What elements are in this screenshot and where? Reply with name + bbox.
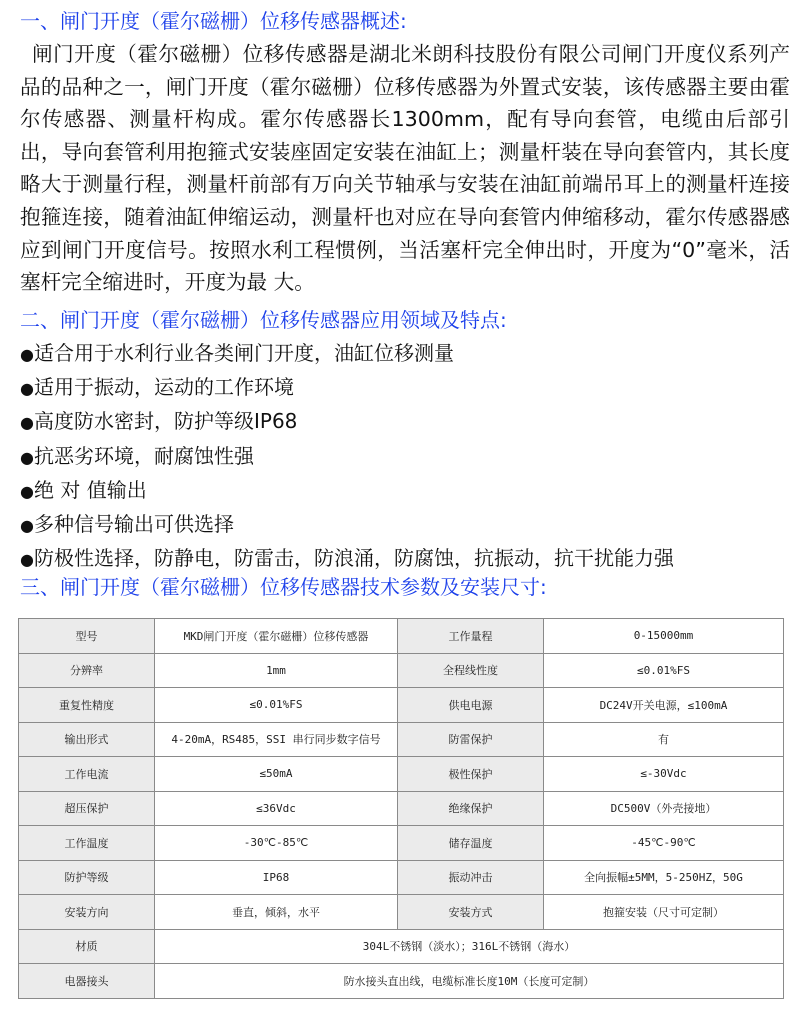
feature-list xyxy=(20,337,674,576)
spec-label: 安装方式 xyxy=(398,895,544,930)
bullet-icon: ● xyxy=(20,516,34,536)
spec-label: 电器接头 xyxy=(19,964,155,999)
spec-label: 安装方向 xyxy=(19,895,155,930)
spec-label: 全程线性度 xyxy=(398,653,544,688)
spec-value: 4-20mA，RS485，SSI 串行同步数字信号 xyxy=(155,722,398,757)
table-row xyxy=(19,964,784,999)
table-row xyxy=(19,688,784,723)
spec-value: 1mm xyxy=(155,653,398,688)
spec-value: 垂直，倾斜，水平 xyxy=(155,895,398,930)
spec-value: ≤0.01%FS xyxy=(155,688,398,723)
spec-table xyxy=(18,618,784,999)
spec-value: ≤50mA xyxy=(155,757,398,792)
spec-value: -45℃-90℃ xyxy=(544,826,784,861)
bullet-icon: ● xyxy=(20,447,34,467)
list-item: ●绝 对 值输出 xyxy=(20,474,674,508)
spec-label: 输出形式 xyxy=(19,722,155,757)
bullet-icon: ● xyxy=(20,413,34,433)
spec-value: ≤0.01%FS xyxy=(544,653,784,688)
list-item: ●适用于振动，运动的工作环境 xyxy=(20,371,674,405)
spec-label: 绝缘保护 xyxy=(398,791,544,826)
spec-value: ≤-30Vdc xyxy=(544,757,784,792)
spec-value: ≤36Vdc xyxy=(155,791,398,826)
spec-value: 全向振幅±5MM，5-250HZ，50G xyxy=(544,860,784,895)
spec-value: 0-15000mm xyxy=(544,619,784,654)
table-row xyxy=(19,757,784,792)
table-row xyxy=(19,791,784,826)
spec-label: 工作量程 xyxy=(398,619,544,654)
table-row xyxy=(19,653,784,688)
spec-label: 振动冲击 xyxy=(398,860,544,895)
bullet-icon: ● xyxy=(20,481,34,501)
table-row xyxy=(19,619,784,654)
table-row xyxy=(19,722,784,757)
spec-value: MKD闸门开度（霍尔磁栅）位移传感器 xyxy=(155,619,398,654)
spec-value: 304L不锈钢（淡水）；316L不锈钢（海水） xyxy=(155,929,784,964)
spec-label: 供电电源 xyxy=(398,688,544,723)
spec-label: 工作电流 xyxy=(19,757,155,792)
spec-value: DC500V（外壳接地） xyxy=(544,791,784,826)
spec-label: 材质 xyxy=(19,929,155,964)
list-item: ●抗恶劣环境，耐腐蚀性强 xyxy=(20,440,674,474)
spec-label: 防雷保护 xyxy=(398,722,544,757)
section-heading-applications: 二、闸门开度（霍尔磁栅）位移传感器应用领域及特点: xyxy=(20,308,507,332)
spec-label: 工作温度 xyxy=(19,826,155,861)
bullet-icon: ● xyxy=(20,550,34,570)
spec-value: -30℃-85℃ xyxy=(155,826,398,861)
spec-label: 极性保护 xyxy=(398,757,544,792)
spec-label: 型号 xyxy=(19,619,155,654)
spec-value: 有 xyxy=(544,722,784,757)
spec-value: DC24V开关电源，≤100mA xyxy=(544,688,784,723)
list-item: ●防极性选择，防静电，防雷击，防浪涌，防腐蚀，抗振动，抗干扰能力强 xyxy=(20,542,674,576)
spec-value: IP68 xyxy=(155,860,398,895)
bullet-icon: ● xyxy=(20,379,34,399)
table-row xyxy=(19,826,784,861)
table-row xyxy=(19,860,784,895)
spec-value: 防水接头直出线，电缆标准长度10M（长度可定制） xyxy=(155,964,784,999)
spec-label: 重复性精度 xyxy=(19,688,155,723)
overview-paragraph: 闸门开度（霍尔磁栅）位移传感器是湖北米朗科技股份有限公司闸门开度仪系列产品的品种之一，闸门开度（霍尔磁栅）位移传感器为外置式安装，该传感器主要由霍尔传感器、测量杆构成。霍尔传感器长1300mm，配有导向套管，电缆由后部引出，导向套管利用抱箍式安装座固定安装在油缸上；测量杆装在导向套管内，其长度略大于测量行程，测量杆前部有万向关节轴承与安装在油缸前端吊耳上的测量杆连接抱箍连接，随着油缸伸缩运动，测量杆也对应在导向套管内伸缩移动，霍尔传感器感应到闸门开度信号。按照水利工程惯例，当活塞杆完全伸出时，开度为“0”毫米，活塞杆完全缩进时，开度为最 大。 xyxy=(20,42,790,295)
spec-value: 抱箍安装（尺寸可定制） xyxy=(544,895,784,930)
list-item: ●高度防水密封，防护等级IP68 xyxy=(20,405,674,439)
spec-label: 分辨率 xyxy=(19,653,155,688)
list-item: ●多种信号输出可供选择 xyxy=(20,508,674,542)
spec-label: 防护等级 xyxy=(19,860,155,895)
table-row xyxy=(19,895,784,930)
bullet-icon: ● xyxy=(20,345,34,364)
spec-label: 储存温度 xyxy=(398,826,544,861)
section-heading-overview: 一、闸门开度（霍尔磁栅）位移传感器概述: xyxy=(20,9,407,33)
list-item: ●适合用于水利行业各类闸门开度，油缸位移测量 xyxy=(20,337,674,371)
table-row xyxy=(19,929,784,964)
spec-label: 超压保护 xyxy=(19,791,155,826)
section-heading-specs: 三、闸门开度（霍尔磁栅）位移传感器技术参数及安装尺寸: xyxy=(20,575,547,599)
